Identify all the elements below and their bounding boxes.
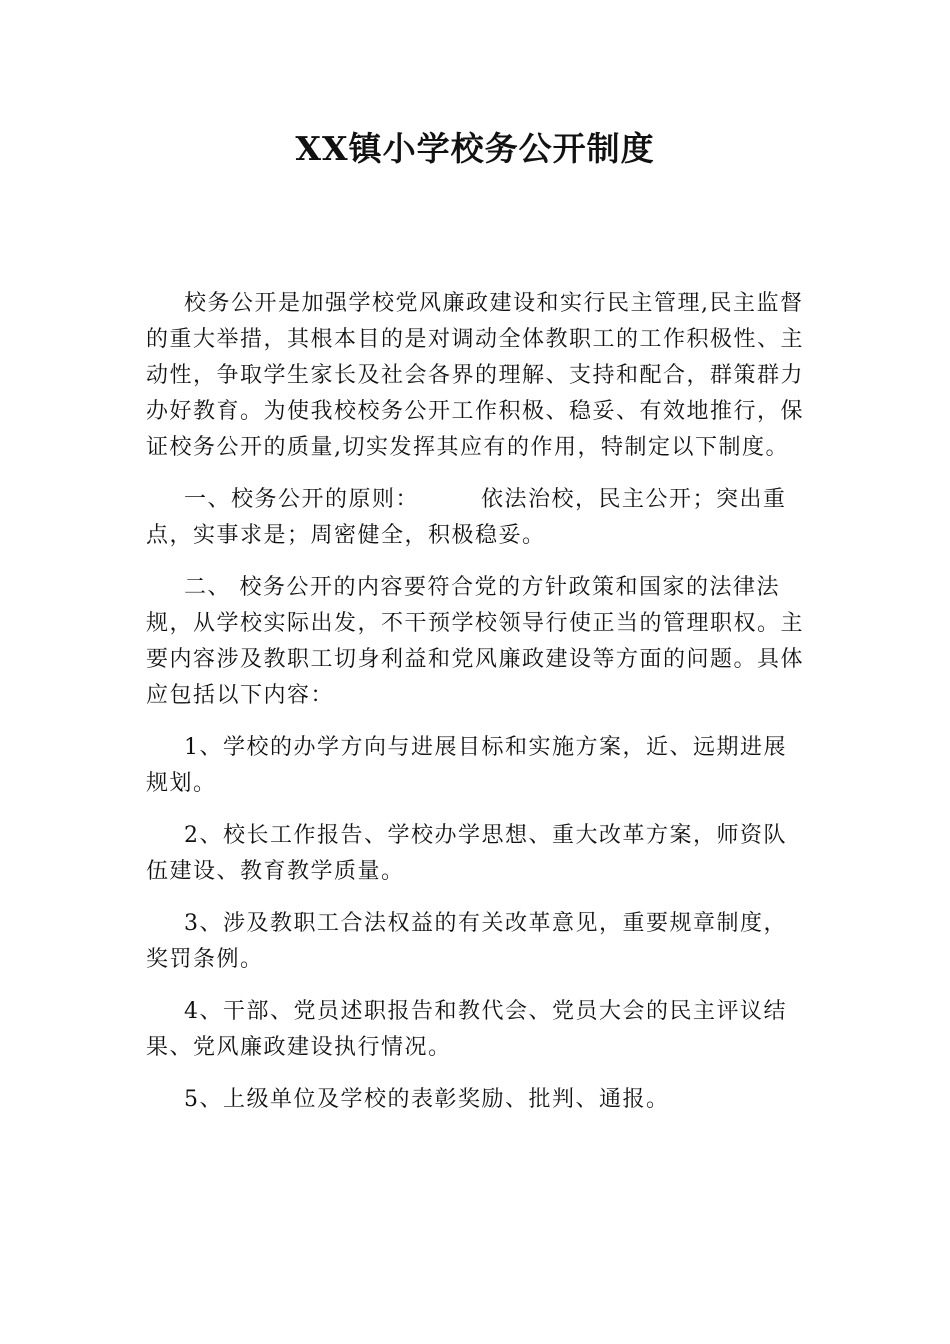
list-item: 4、干部、党员述职报告和教代会、党员大会的民主评议结果、党风廉政建设执行情况。 xyxy=(146,999,787,1060)
principle-label: 一、校务公开的原则： xyxy=(184,487,420,512)
list-item: 1、学校的办学方向与进展目标和实施方案，近、远期进展规划。 xyxy=(146,735,787,796)
principle-text: 依法治校，民主公开；突出重点，实事求是；周密健全，积极稳妥。 xyxy=(146,487,787,548)
list-item: 3、涉及教职工合法权益的有关改革意见，重要规章制度，奖罚条例。 xyxy=(146,911,787,972)
intro-paragraph: 校务公开是加强学校党风廉政建设和实行民主管理,民主监督的重大举措，其根本目的是对调动全体教职工的工作积极性、主动性，争取学生家长及社会各界的理解、支持和配合，群策群力办好教育。为使我校校务公开工作积极、稳妥、有效地推行，保证校务公开的质量,切实发挥其应有的作用，特制定以下制度。 xyxy=(146,291,805,460)
principle-paragraph xyxy=(146,482,810,554)
list-item: 2、校长工作报告、学校办学思想、重大改革方案，师资队伍建设、教育教学质量。 xyxy=(146,823,787,884)
document-body xyxy=(146,286,810,1118)
document-title: XX镇小学校务公开制度 xyxy=(295,129,655,168)
content-intro-paragraph: 二、 校务公开的内容要符合党的方针政策和国家的法律法规，从学校实际出发，不干预学校领导行使正当的管理职权。主要内容涉及教职工切身利益和党风廉政建设等方面的问题。具体应包括以下内容： xyxy=(146,575,805,708)
list-item: 5、上级单位及学校的表彰奖励、批判、通报。 xyxy=(184,1087,670,1112)
